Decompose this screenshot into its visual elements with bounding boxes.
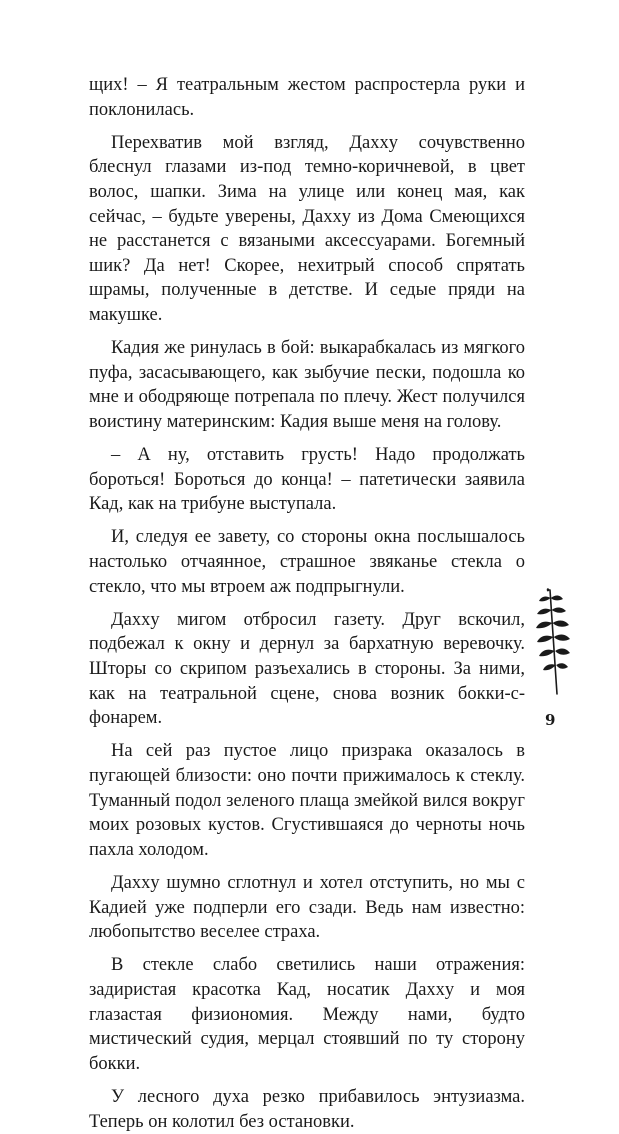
- paragraph: В стекле слабо светились наши отражения: задиристая красотка Кад, носатик Даххy и моя глазастая физиономия. Между нами, будто мистический судия, мерцал стоявший по ту сторону бокки.: [89, 955, 525, 1074]
- body-text: [89, 73, 525, 1134]
- page-number: 9: [545, 711, 556, 729]
- paragraph: И, следуя ее завету, со стороны окна послышалось настолько отчаянное, страшное звяканье стекла о стекло, что мы втроем аж подпрыгнули.: [89, 527, 525, 597]
- paragraph: – А ну, отставить грусть! Надо продолжать бороться! Бороться до конца! – патетически заявила Кад, как на трибуне выступала.: [89, 445, 525, 515]
- leaf-sprig-icon: [528, 588, 580, 696]
- paragraph: У лесного духа резко прибавилось энтузиазма. Теперь он колотил без остановки.: [89, 1086, 525, 1132]
- paragraph: Перехватив мой взгляд, Даххy сочувственно блеснул глазами из-под темно-коричневой, в цвет волос, шапки. Зима на улице или конец мая, как сейчас, – будьте уверены, Даххy из Дома Смеющихся не расстанется с вязаными аксессуарами. Богемный шик? Да нет! Скорее, нехитрый способ спрятать шрамы, полученные в детстве. И седые пряди на макушке.: [89, 132, 525, 325]
- paragraph: Даххy мигом отбросил газету. Друг вскочил, подбежал к окну и дернул за бархатную веревочку. Шторы со скрипом разъехались в стороны. За ними, как на театральной сцене, снова возник бокки-с-фонарем.: [89, 609, 525, 729]
- paragraph: Кадия же ринулась в бой: выкарабкалась из мягкого пуфа, засасывающего, как зыбучие пески, подошла ко мне и ободряюще потрепала по плечу. Жест получился воистину материнским: Кадия выше меня на голову.: [89, 338, 525, 432]
- paragraph: На сей раз пустое лицо призрака оказалось в пугающей близости: оно почти прижималось к стеклу. Туманный подол зеленого плаща змейкой вился вокруг моих розовых кустов. Сгустившаяся до черноты ночь пахла холодом.: [89, 741, 525, 860]
- paragraph: Даххy шумно сглотнул и хотел отступить, но мы с Кадией уже подперли его сзади. Ведь нам известно: любопытство веселее страха.: [89, 872, 525, 943]
- paragraph: щих! – Я театральным жестом распростерла руки и поклонилась.: [89, 75, 525, 120]
